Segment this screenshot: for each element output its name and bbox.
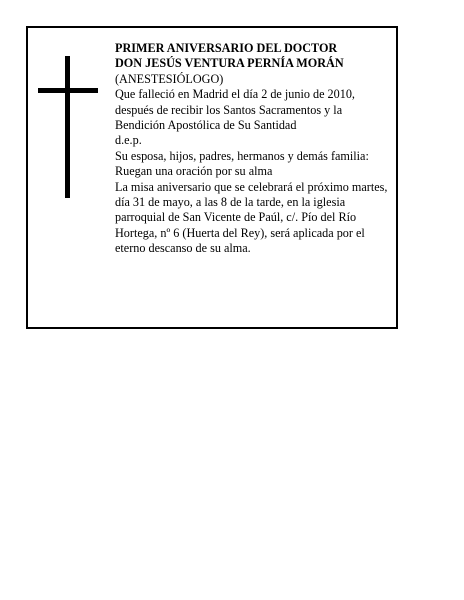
profession-line: (ANESTESIÓLOGO) [115, 71, 224, 86]
latin-cross-icon [38, 56, 98, 198]
cross-horizontal-bar [38, 88, 98, 93]
obituary-notice [26, 26, 398, 329]
prayer-request-line: Ruegan una oración por su alma [115, 164, 273, 179]
mass-line-1: La misa aniversario que se celebrará el próximo martes, [115, 179, 388, 194]
notice-title-line-1: PRIMER ANIVERSARIO DEL DOCTOR [115, 41, 338, 55]
mass-line-3: parroquial de San Vicente de Paúl, c/. Pío del Río [115, 210, 357, 225]
mass-line-5: eterno descanso de su alma. [115, 241, 251, 256]
sacraments-line: después de recibir los Santos Sacramentos y la [115, 102, 343, 117]
mass-line-4: Hortega, nº 6 (Huerta del Rey), será aplicada por el [115, 225, 365, 240]
cross-vertical-bar [65, 56, 70, 198]
mass-line-2: día 31 de mayo, a las 8 de la tarde, en la iglesia [115, 194, 346, 209]
death-date-line: Que falleció en Madrid el día 2 de junio de 2010, [115, 87, 355, 102]
family-line: Su esposa, hijos, padres, hermanos y demás familia: [115, 148, 369, 163]
blessing-line: Bendición Apostólica de Su Santidad [115, 117, 297, 132]
notice-title-line-2: DON JESÚS VENTURA PERNÍA MORÁN [115, 56, 344, 71]
rip-line: d.e.p. [115, 133, 142, 148]
notice-text [115, 41, 405, 256]
